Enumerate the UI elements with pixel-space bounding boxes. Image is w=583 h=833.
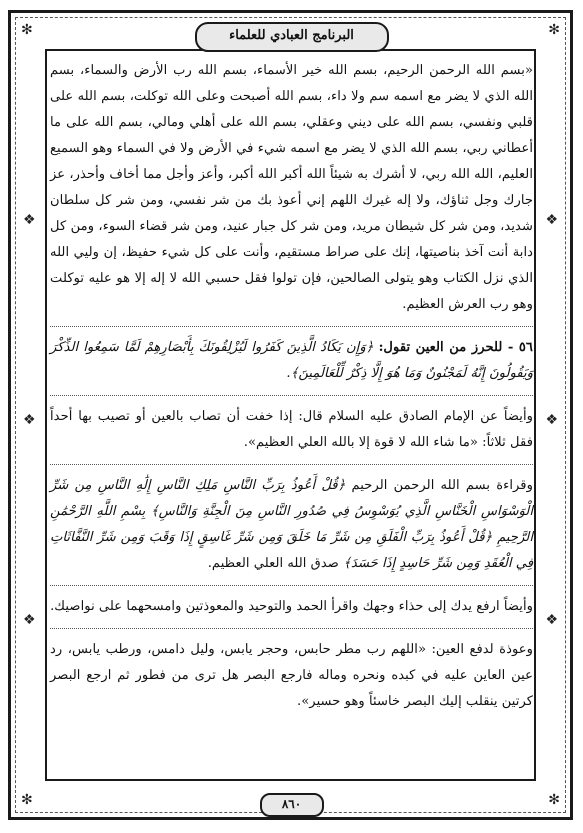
raise-hand-paragraph: وأيضاً ارفع يدك إلى حذاء وجهك واقرأ الحمد والتوحيد والمعوذتين وامسحهما على نواصيك. — [50, 599, 533, 614]
side-ornament-icon: ❖ — [23, 612, 36, 628]
section-divider — [50, 585, 533, 586]
page-number: ٨٦٠ — [260, 793, 324, 817]
corner-ornament-icon: ✻ — [548, 22, 560, 38]
side-ornament-icon: ❖ — [23, 412, 36, 428]
section-56-paragraph — [50, 335, 533, 387]
side-ornament-icon: ❖ — [545, 212, 558, 228]
muawwidhatain-paragraph — [50, 473, 533, 577]
corner-ornament-icon: ✻ — [548, 792, 560, 808]
section-divider — [50, 395, 533, 396]
recitation-end: صدق الله العلي العظيم. — [207, 556, 339, 571]
evil-eye-charm-paragraph: وعوذة لدفع العين: «اللهم رب مطر حابس، وحجر يابس، وليل دامس، ورطب يابس، رد عين العاين عليه في كبده ونحره وماله فارجع البصر هل ترى من فطور ثم ارجع البصر كرتين ينقلب إليك البصر خاسئاً وهو حسير». — [50, 642, 533, 709]
recitation-intro: وقراءة بسم الله الرحمن الرحيم — [351, 478, 533, 493]
dua-paragraph: «بسم الله الرحمن الرحيم، بسم الله خير الأسماء، بسم الله رب الأرض والسماء، بسم الله الذي لا يضر مع اسمه سم ولا داء، بسم الله أصبحت وعلى الله توكلت، بسم الله على قلبي ونفسي، بسم الله على ديني وعقلي، بسم الله على أهلي ومالي، بسم الله على ما أعطاني ربي، بسم الله الذي لا يضر مع اسمه شيء في الأرض ولا في السماء وهو السميع العليم، الله الله ربي، لا أشرك به شيئاً الله أكبر الله أكبر، وأعز وأجل مما أخاف وأحذر، عز جارك وجل ثناؤك، ولا إله غيرك اللهم إني أعوذ بك من شر نفسي، ومن شر كل سلطان شديد، ومن شر كل شيطان مريد، ومن شر كل جبار عنيد، ومن شر قضاء السوء، ومن كل دابة أنت آخذ بناصيتها، إنك على صراط مستقيم، وأنت على كل شيء حفيظ، إن وليي الله الذي نزل الكتاب وهو يتولى الصالحين، فإن تولوا فقل حسبي الله لا إله إلا هو عليه توكلت وهو رب العرش العظيم. — [50, 63, 533, 312]
section-divider — [50, 628, 533, 629]
section-divider — [50, 326, 533, 327]
corner-ornament-icon: ✻ — [21, 22, 33, 38]
page-content — [50, 58, 533, 783]
side-ornament-icon: ❖ — [545, 612, 558, 628]
quran-verse: ﴿وَإِن يَكَادُ الَّذِينَ كَفَرُوا لَيُزْلِقُونَكَ بِأَبْصَارِهِمْ لَمَّا سَمِعُوا الذِّكْرَ وَيَقُولُونَ إِنَّهُ لَمَجْنُونٌ وَمَا هُوَ إِلَّا ذِكْرٌ لِّلْعَالَمِينَ﴾. — [50, 340, 533, 381]
side-ornament-icon: ❖ — [23, 212, 36, 228]
imam-sadiq-paragraph: وأيضاً عن الإمام الصادق عليه السلام قال: إذا خفت أن تصاب بالعين أو تصيب بها أحداً فقل ثلاثاً: «ما شاء الله لا قوة إلا بالله العلي العظيم». — [50, 409, 533, 450]
quran-verse: ﴿قُلْ أَعُوذُ بِرَبِّ النَّاسِ مَلِكِ النَّاسِ إِلَٰهِ النَّاسِ مِن شَرِّ الْوَسْوَاسِ الْخَنَّاسِ الَّذِي يُوَسْوِسُ فِي صُدُورِ النَّاسِ مِنَ الْجِنَّةِ وَالنَّاسِ﴾ بِسْمِ اللَّهِ الرَّحْمَٰنِ الرَّحِيمِ ﴿قُلْ أَعُوذُ بِرَبِّ الْفَلَقِ مِن شَرِّ مَا خَلَقَ وَمِن شَرِّ غَاسِقٍ إِذَا وَقَبَ وَمِن شَرِّ النَّفَّاثَاتِ فِي الْعُقَدِ وَمِن شَرِّ حَاسِدٍ إِذَا حَسَدَ﴾ — [50, 478, 533, 571]
running-header: البرنامج العبادي للعلماء — [195, 22, 389, 52]
side-ornament-icon: ❖ — [545, 412, 558, 428]
corner-ornament-icon: ✻ — [21, 792, 33, 808]
section-heading: ٥٦ - للحرز من العين تقول: — [378, 340, 533, 355]
section-divider — [50, 464, 533, 465]
